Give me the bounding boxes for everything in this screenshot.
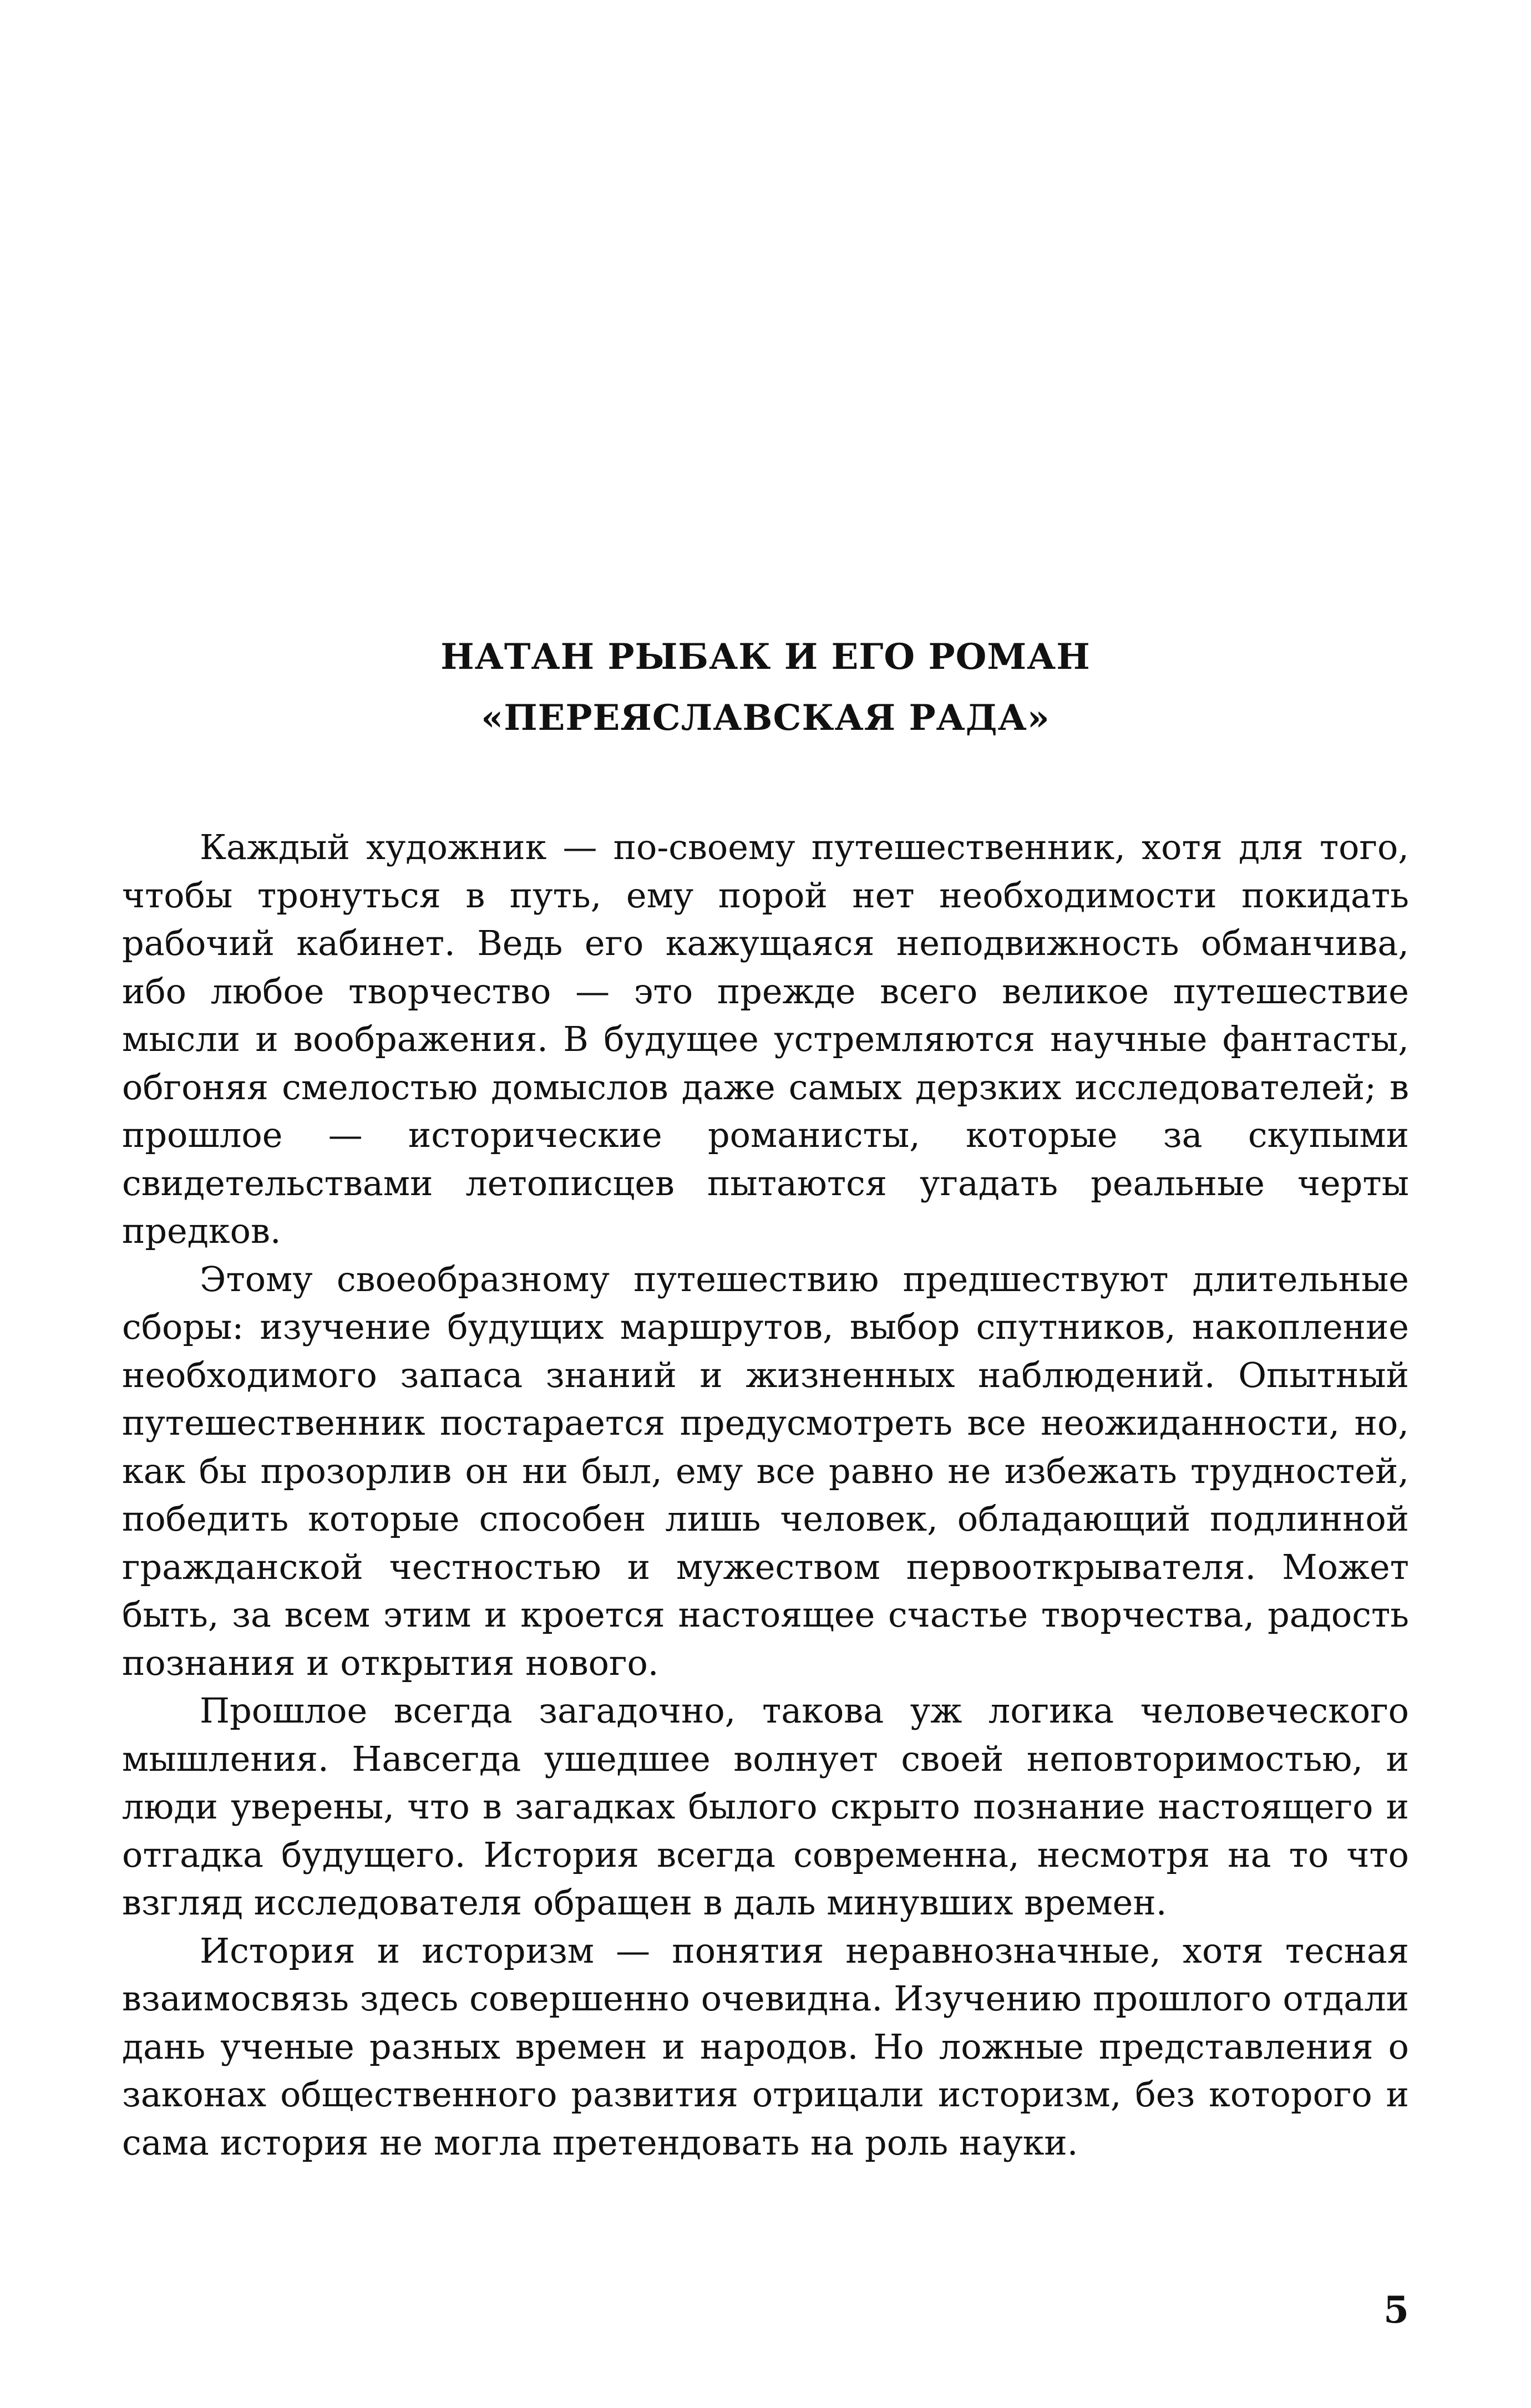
page-number: 5 [1383, 2288, 1409, 2331]
body-text [122, 824, 1409, 2167]
chapter-title-line-1: НАТАН РЫБАК И ЕГО РОМАН [440, 636, 1091, 678]
paragraph-2: Этому своеобразному путешествию предшествуют длительные сборы: изучение будущих маршрутов, выбор спутников, накопление необходимого запаса знаний и жизненных наблюдений. Опытный путешественник постарается предусмотреть все неожиданности, но, как бы прозорлив он ни был, ему все равно не избежать трудностей, победить которые способен лишь человек, обладающий подлинной гражданской честностью и мужеством первооткрывателя. Может быть, за всем этим и кроется настоящее счастье творчества, радость познания и открытия нового. [122, 1258, 1409, 1683]
paragraph-3: Прошлое всегда загадочно, такова уж логика человеческого мышления. Навсегда ушедшее волнует своей неповторимостью, и люди уверены, что в загадках былого скрыто познание настоящего и отгадка будущего. История всегда современна, несмотря на то что взгляд исследователя обращен в даль минувших времен. [122, 1690, 1409, 1923]
paragraph-1: Каждый художник — по-своему путешественник, хотя для того, чтобы тронуться в путь, ему порой нет необходимости покидать рабочий кабинет. Ведь его кажущаяся неподвижность обманчива, ибо любое творчество — это прежде всего великое путешествие мысли и воображения. В будущее устремляются научные фантасты, обгоняя смелостью домыслов даже самых дерзких исследователей; в прошлое — исторические романисты, которые за скупыми свидетельствами летописцев пытаются угадать реальные черты предков. [122, 827, 1409, 1251]
chapter-title-line-2: «ПЕРЕЯСЛАВСКАЯ РАДА» [481, 697, 1050, 739]
chapter-title [0, 627, 1531, 749]
paragraph-4: История и историзм — понятия неравнозначные, хотя тесная взаимосвязь здесь совершенно очевидна. Изучению прошлого отдали дань ученые разных времен и народов. Но ложные представления о законах общественного развития отрицали историзм, без которого и сама история не могла претендовать на роль науки. [122, 1930, 1409, 2163]
